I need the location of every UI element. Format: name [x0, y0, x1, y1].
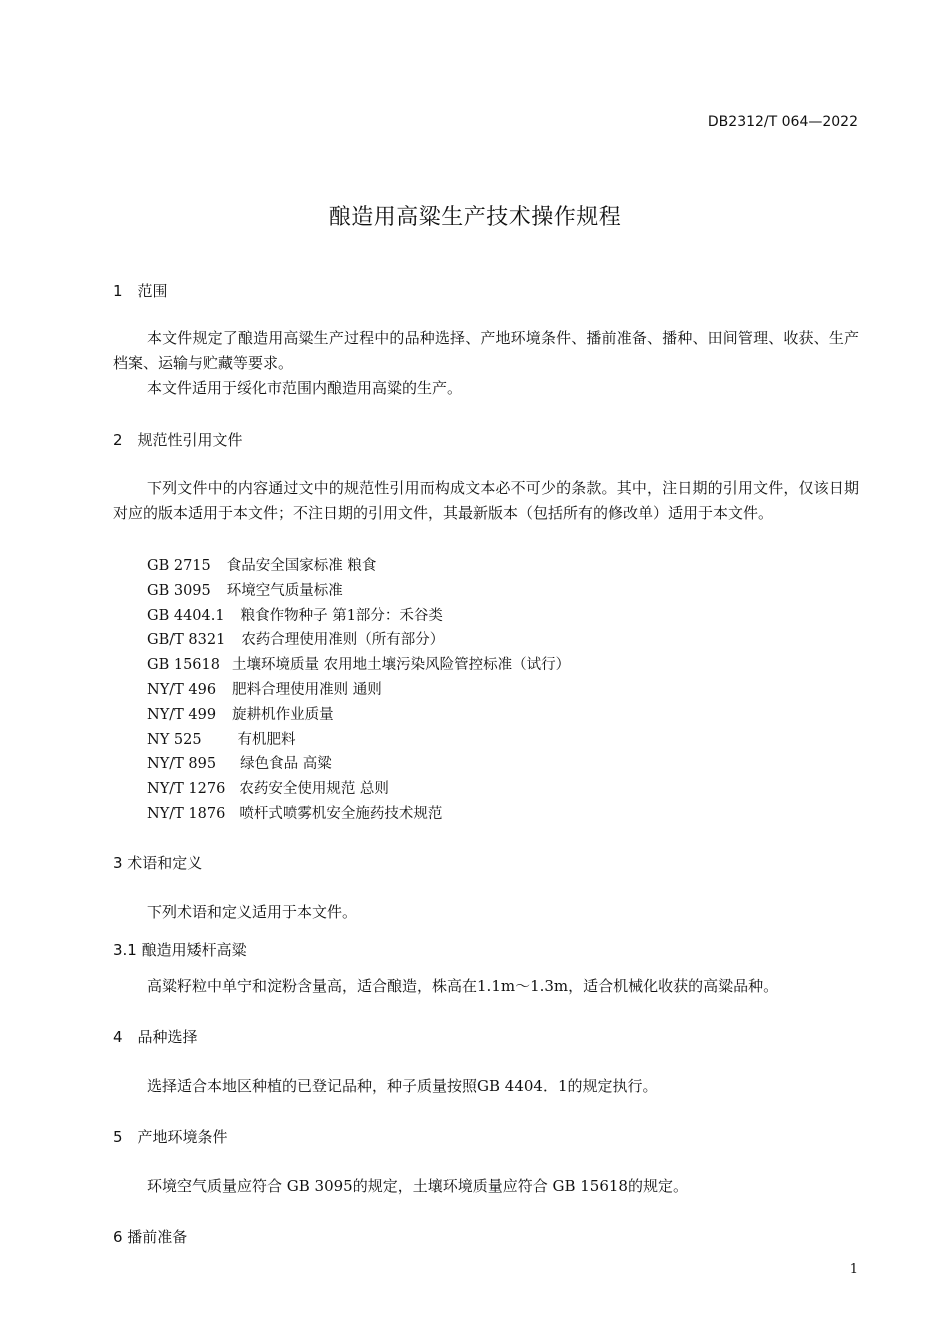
- reference-item: [147, 628, 444, 649]
- reference-item: [147, 703, 334, 724]
- reference-code: NY/T 1276: [147, 781, 226, 797]
- reference-code: NY/T 499: [147, 707, 217, 723]
- reference-title: 肥料合理使用准则 通则: [232, 682, 382, 698]
- reference-item: [147, 554, 376, 575]
- reference-item: [147, 653, 570, 674]
- reference-item: [147, 728, 296, 749]
- reference-item: [147, 579, 343, 600]
- reference-title: 喷杆式喷雾机安全施药技术规范: [239, 806, 443, 822]
- reference-item: [147, 752, 332, 773]
- section-heading-environment: 5 产地环境条件: [113, 1128, 228, 1146]
- paragraph-scope-1: 本文件规定了酿造用高粱生产过程中的品种选择、产地环境条件、播前准备、播种、田间管理、收获、生产档案、运输与贮藏等要求。: [113, 329, 859, 372]
- section-heading-pre-sowing: 6 播前准备: [113, 1228, 188, 1246]
- reference-code: GB/T 8321: [147, 632, 226, 648]
- paragraph-terms-definitions: 下列术语和定义适用于本文件。: [147, 903, 358, 921]
- document-code: DB2312/T 064—2022: [707, 114, 858, 130]
- reference-item: [147, 678, 382, 699]
- reference-title: 有机肥料: [237, 732, 296, 748]
- document-title: 酿造用高粱生产技术操作规程: [328, 205, 622, 230]
- section-heading-terms-definitions: 3 术语和定义: [113, 854, 203, 872]
- reference-code: NY/T 895: [147, 756, 217, 772]
- reference-title: 旋耕机作业质量: [232, 707, 334, 723]
- paragraph-scope-2: 本文件适用于绥化市范围内酿造用高粱的生产。: [147, 379, 463, 397]
- section-heading-variety-selection: 4 品种选择: [113, 1028, 198, 1046]
- section-heading-normative-references: 2 规范性引用文件: [113, 431, 243, 449]
- page-number: 1: [849, 1262, 858, 1277]
- reference-title: 农药合理使用准则（所有部分）: [241, 632, 445, 648]
- reference-code: NY/T 1876: [147, 806, 226, 822]
- paragraph-environment: 环境空气质量应符合 GB 3095的规定，土壤环境质量应符合 GB 15618的规定。: [147, 1177, 688, 1195]
- reference-code: NY 525: [147, 732, 202, 748]
- reference-title: 农药安全使用规范 总则: [239, 781, 389, 797]
- reference-code: NY/T 496: [147, 682, 217, 698]
- reference-code: GB 2715: [147, 558, 211, 574]
- subsection-heading-dwarf-sorghum: 3.1 酿造用矮杆高粱: [113, 941, 247, 959]
- reference-title: 绿色食品 高粱: [240, 756, 332, 772]
- section-heading-scope: 1 范围: [113, 282, 168, 300]
- reference-item: [147, 777, 389, 798]
- reference-code: GB 15618: [147, 657, 220, 673]
- reference-title: 环境空气质量标准: [226, 583, 343, 599]
- reference-title: 食品安全国家标准 粮食: [226, 558, 377, 574]
- paragraph-normative-references: 下列文件中的内容通过文中的规范性引用而构成文本必不可少的条款。其中，注日期的引用文件，仅该日期对应的版本适用于本文件；不注日期的引用文件，其最新版本（包括所有的修改单）适用于本文件。: [113, 479, 859, 522]
- paragraph-variety-selection: 选择适合本地区种植的已登记品种，种子质量按照GB 4404．1的规定执行。: [147, 1077, 658, 1095]
- reference-title: 土壤环境质量 农用地土壤污染风险管控标准（试行）: [231, 657, 571, 673]
- reference-title: 粮食作物种子 第1部分：禾谷类: [240, 608, 443, 624]
- reference-code: GB 4404.1: [147, 608, 225, 624]
- reference-item: [147, 802, 442, 823]
- paragraph-dwarf-sorghum-definition: 高粱籽粒中单宁和淀粉含量高，适合酿造，株高在1.1m～1.3m，适合机械化收获的高粱品种。: [147, 977, 779, 995]
- reference-code: GB 3095: [147, 583, 211, 599]
- reference-item: [147, 604, 443, 625]
